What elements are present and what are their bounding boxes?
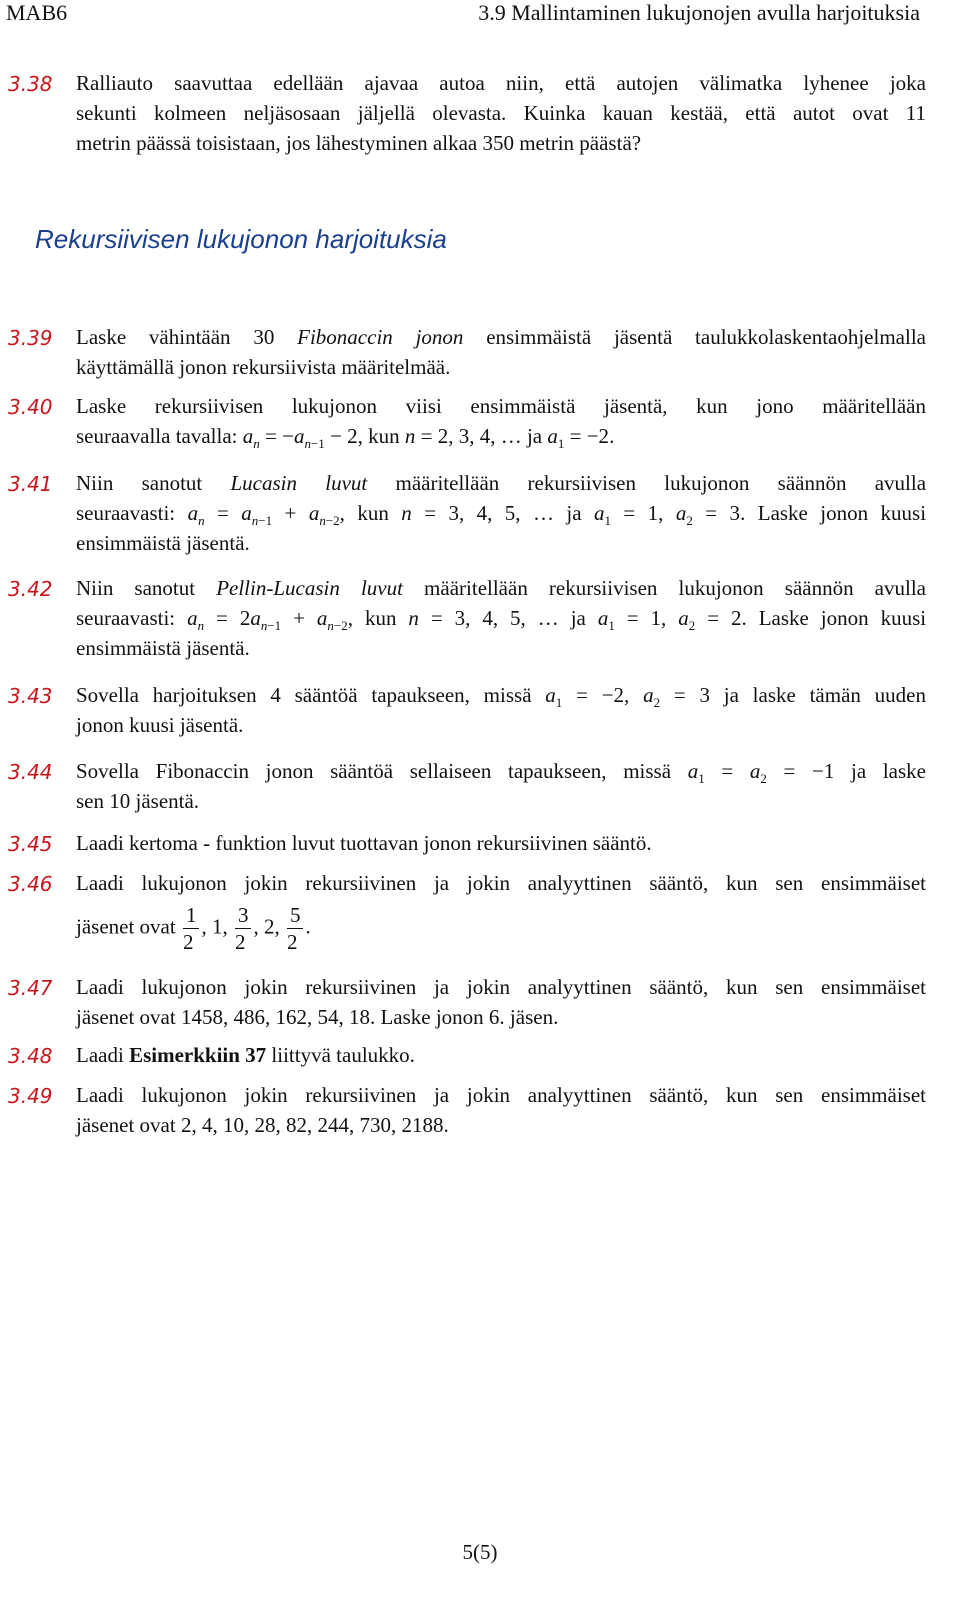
formula-recursion: $a_n = -a_{n-1} - 2$ — [242, 424, 358, 451]
exercise-text — [76, 680, 926, 740]
text-line: jonon kuusi jäsentä. — [76, 713, 244, 737]
text-line: Laske rekursiivisen lukujonon viisi ensimmäistä jäsentä, kun jono määritellään — [76, 394, 926, 418]
text-line: käyttämällä jonon rekursiivista määritelmää. — [76, 355, 451, 379]
text-line: ensimmäistä jäsentä. — [76, 636, 250, 660]
exercise-text — [76, 68, 926, 158]
text-line: Laadi lukujonon jokin rekursiivinen ja jokin analyyttinen sääntö, kun sen ensimmäiset — [76, 871, 926, 895]
exercise-number: 3.40 — [8, 395, 53, 419]
text-line: Laadi lukujonon jokin rekursiivinen ja jokin analyyttinen sääntö, kun sen ensimmäiset — [76, 975, 926, 999]
formula-recursion: $a_n = a_{n-1} + a_{n-2}$ — [187, 501, 340, 528]
exercise-text — [76, 1080, 926, 1140]
text-line: Niin sanotut Pellin-Lucasin luvut määritellään rekursiivisen lukujonon säännön avulla — [76, 576, 926, 600]
text-line: Sovella Fibonaccin jonon sääntöä sellaiseen tapaukseen, missä $a_1 = a_2 = -1$ ja laske — [76, 759, 926, 786]
text-line: ensimmäistä jäsentä. — [76, 531, 250, 555]
text-line: Sovella harjoituksen 4 sääntöä tapaukseen, missä $a_1 = -2$, $a_2 = 3$ ja laske tämän uuden — [76, 683, 927, 710]
text-line: Laadi Esimerkkiin 37 liittyvä taulukko. — [76, 1043, 415, 1067]
exercise-number: 3.42 — [8, 577, 53, 601]
exercise-text — [76, 322, 926, 382]
text-line: metrin päässä toisistaan, jos lähestyminen alkaa 350 metrin päästä? — [76, 131, 642, 155]
exercise-number: 3.38 — [8, 72, 53, 96]
page-number: 5(5) — [462, 1540, 498, 1564]
exercise-text — [76, 756, 926, 816]
exercise-number: 3.45 — [8, 832, 53, 856]
exercise-number: 3.39 — [8, 326, 53, 350]
text-line: Niin sanotut Lucasin luvut määritellään rekursiivisen lukujonon säännön avulla — [76, 471, 927, 495]
text-line: sekunti kolmeen neljäsosaan jäljellä olevasta. Kuinka kauan kestää, että autot ovat 11 — [76, 101, 926, 125]
text-line: jäsenet ovat 1458, 486, 162, 54, 18. Laske jonon 6. jäsen. — [76, 1005, 559, 1029]
exercise-number: 3.49 — [8, 1084, 53, 1108]
formula-initial: $a_1 = -2$, $a_2 = 3$ — [545, 683, 710, 710]
formula-recursion: $a_n = 2a_{n-1} + a_{n-2}$ — [187, 606, 348, 633]
text-line: Laadi lukujonon jokin rekursiivinen ja jokin analyyttinen sääntö, kun sen ensimmäiset — [76, 1083, 926, 1107]
course-code: MAB6 — [6, 0, 68, 25]
section-title: Rekursiivisen lukujonon harjoituksia — [35, 224, 447, 254]
text-line: Laadi kertoma - funktion luvut tuottavan jonon rekursiivinen sääntö. — [76, 831, 652, 855]
fraction: $\frac{1}{2}$ — [183, 902, 200, 955]
exercise-text — [76, 573, 926, 663]
text-line-fractions: jäsenet ovat $\frac{1}{2}$ , 1, $\frac{3}{2}$ , 2, $\frac{5}{2}$ . — [76, 903, 311, 954]
exercise-number: 3.46 — [8, 872, 53, 896]
exercise-number: 3.43 — [8, 684, 53, 708]
exercise-text — [76, 828, 926, 858]
chapter-title: 3.9 Mallintaminen lukujonojen avulla harjoituksia — [478, 0, 920, 25]
text-line: Laske vähintään 30 Fibonaccin jonon ensimmäistä jäsentä taulukkolaskentaohjelmalla — [76, 325, 926, 349]
fraction: $\frac{3}{2}$ — [235, 902, 252, 955]
exercise-text — [76, 468, 926, 558]
formula-initial: $a_1 = a_2 = -1$ — [687, 759, 835, 786]
formula-initial: $a_1 = -2$ — [547, 424, 610, 451]
text-line: Ralliauto saavuttaa edellään ajavaa autoa niin, että autojen välimatka lyhenee joka — [76, 71, 926, 95]
text-line: seuraavalla tavalla: $a_n = -a_{n-1} - 2$, kun n = 2, 3, 4, … ja $a_1 = -2$. — [76, 424, 615, 451]
text-line: seuraavasti: $a_n = 2a_{n-1} + a_{n-2}$, kun n = 3, 4, 5, … ja $a_1 = 1$, $a_2 = 2$. Laske jonon kuusi — [76, 606, 927, 633]
page-header — [0, 0, 960, 40]
exercise-number: 3.47 — [8, 976, 53, 1000]
exercise-text — [76, 868, 926, 955]
exercise-text — [76, 972, 926, 1032]
text-line: sen 10 jäsentä. — [76, 789, 200, 813]
exercise-text — [76, 391, 926, 451]
text-line: jäsenet ovat 2, 4, 10, 28, 82, 244, 730, 2188. — [76, 1113, 449, 1137]
formula-initial: $a_1 = 1$, $a_2 = 3$ — [593, 501, 741, 528]
fraction: $\frac{5}{2}$ — [287, 902, 304, 955]
formula-initial: $a_1 = 1$, $a_2 = 2$ — [597, 606, 742, 633]
exercise-number: 3.48 — [8, 1044, 53, 1068]
exercise-number: 3.41 — [8, 472, 53, 496]
exercise-text — [76, 1040, 926, 1070]
text-line: seuraavasti: $a_n = a_{n-1} + a_{n-2}$, kun n = 3, 4, 5, … ja $a_1 = 1$, $a_2 = 3$. Laske jonon kuusi — [76, 501, 927, 528]
exercise-number: 3.44 — [8, 760, 53, 784]
